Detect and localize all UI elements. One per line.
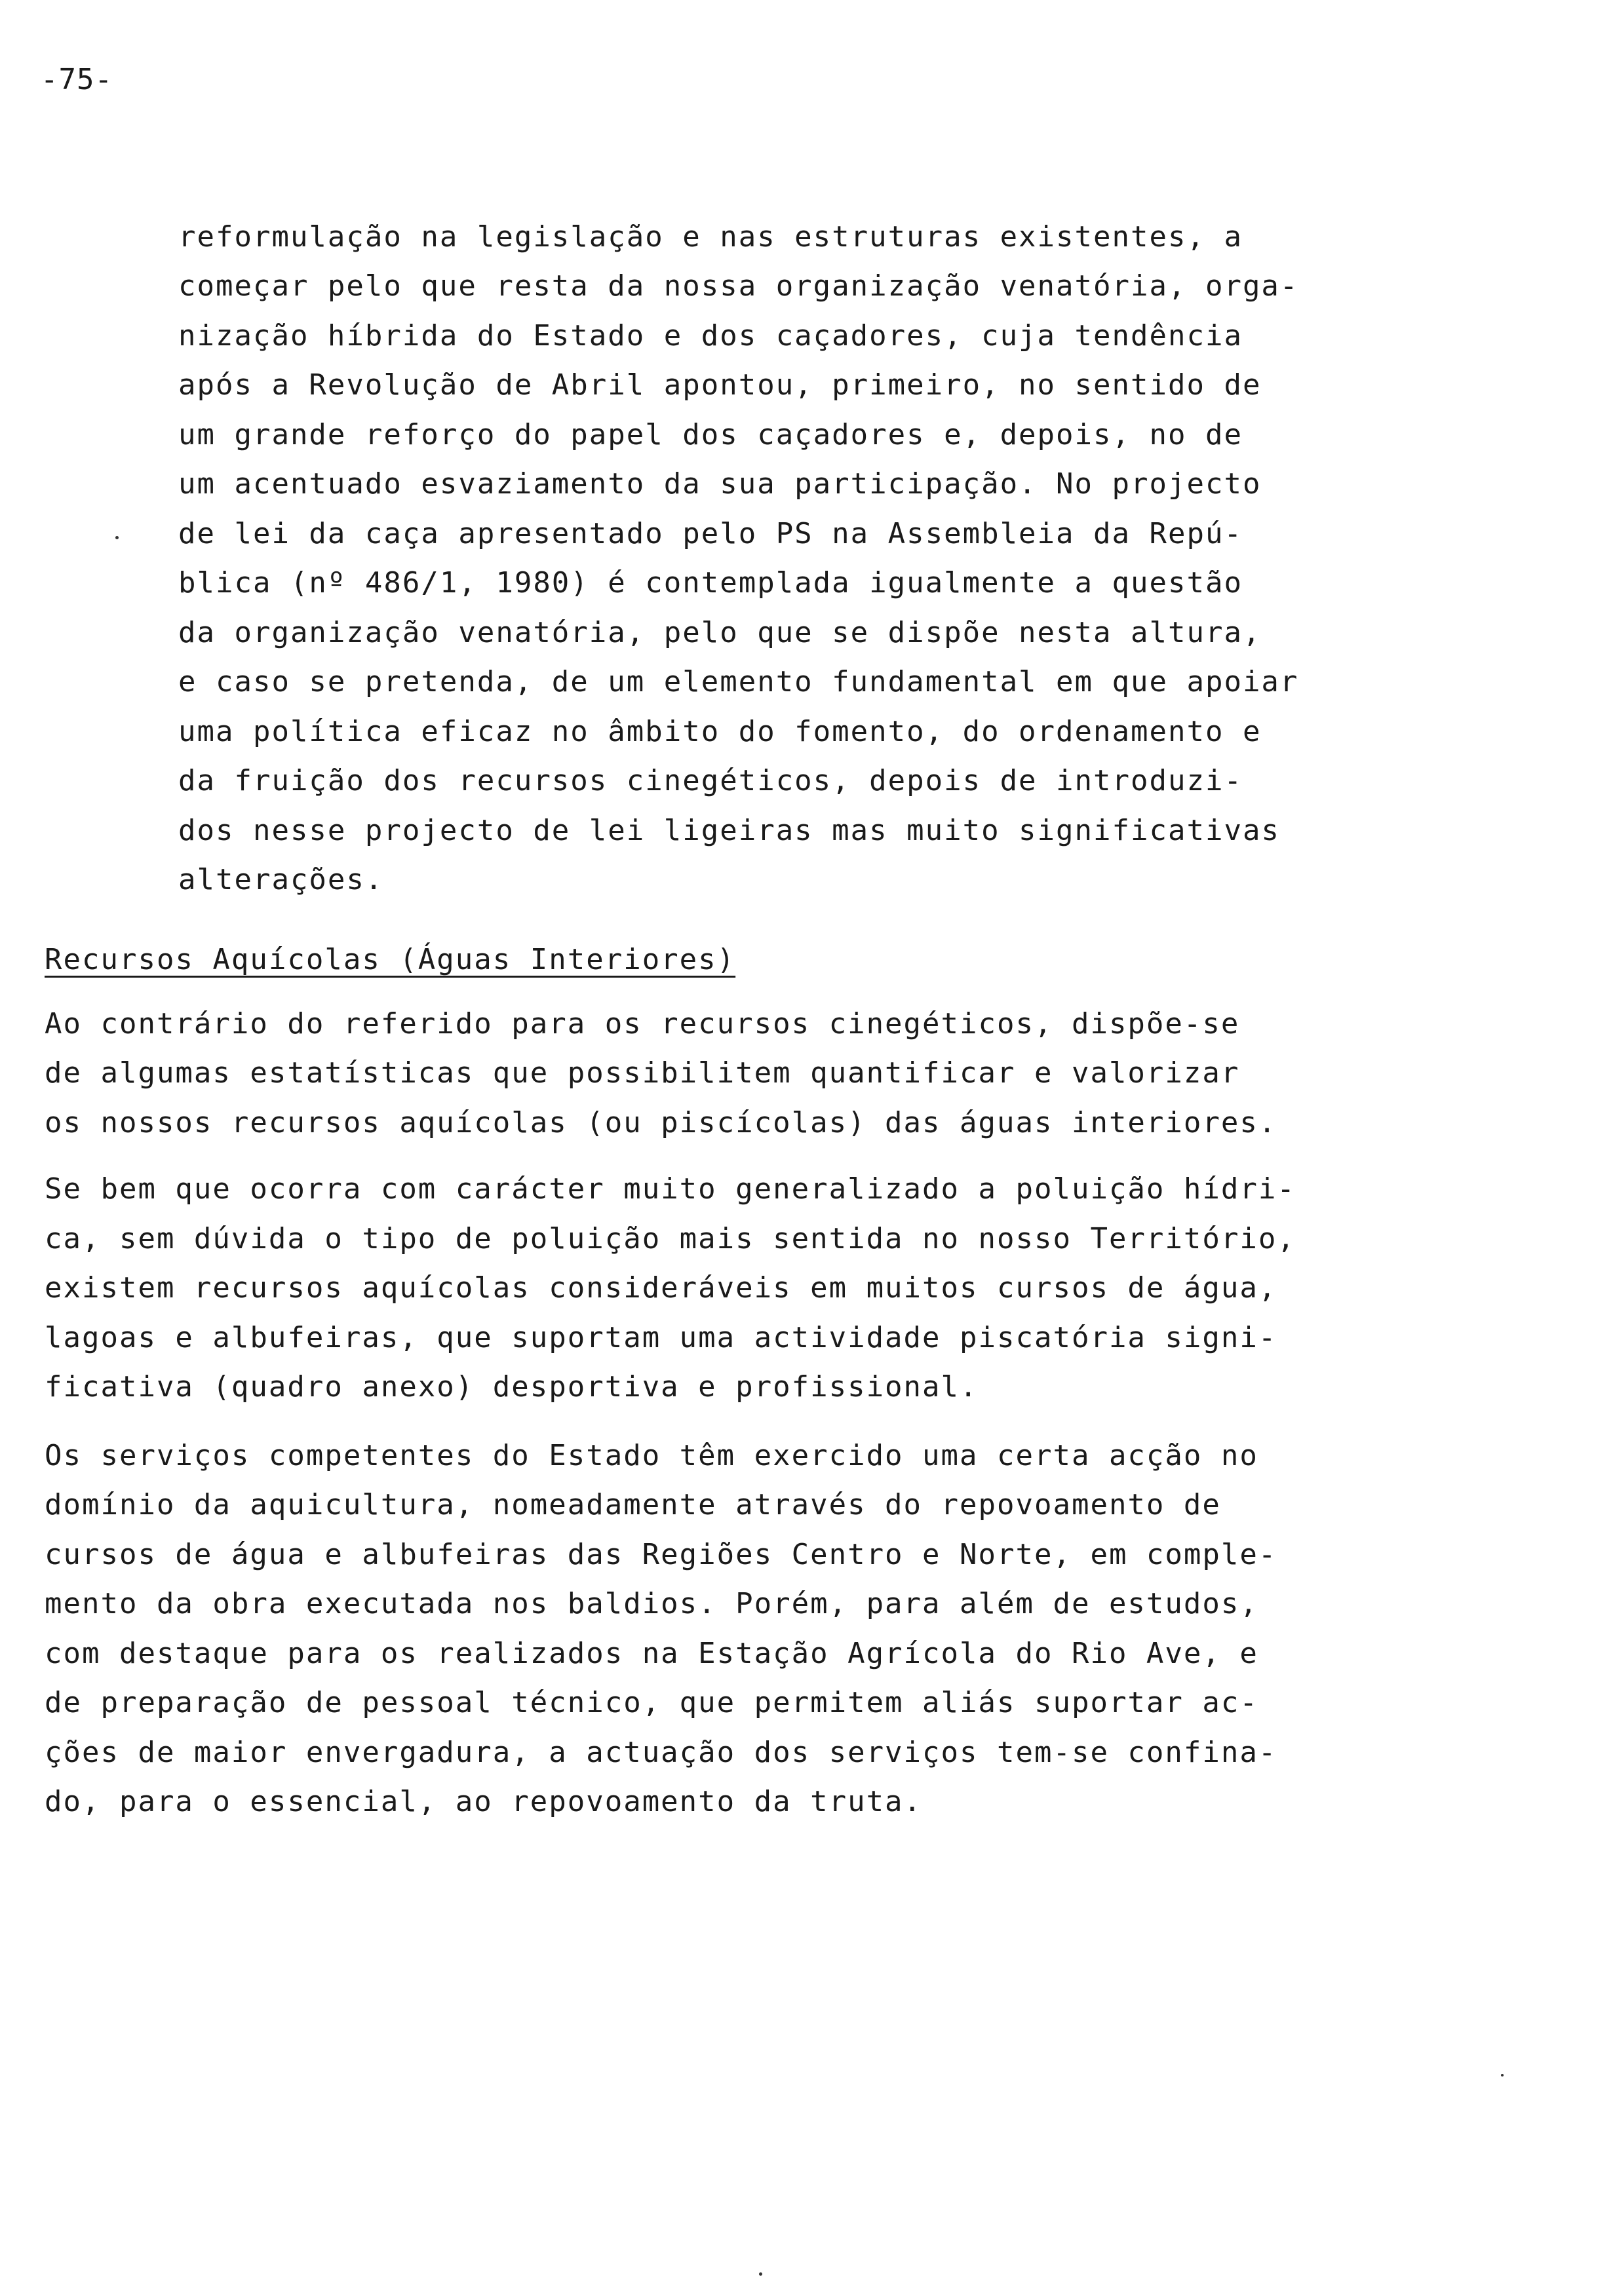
page-number: -75- [41,63,113,96]
scan-speck [115,536,119,539]
paragraph-line: de preparação de pessoal técnico, que permitem aliás suportar ac- [45,1686,1258,1719]
paragraph-line: domínio da aquicultura, nomeadamente através do repovoamento de [45,1488,1221,1521]
paragraph-line: mento da obra executada nos baldios. Porém, para além de estudos, [45,1587,1258,1620]
paragraph-line: blica (nº 486/1, 1980) é contemplada igualmente a questão [178,566,1243,600]
paragraph-line: uma política eficaz no âmbito do fomento, do ordenamento e [178,715,1262,748]
scan-speck [759,2272,762,2276]
paragraph-line: do, para o essencial, ao repovoamento da truta. [45,1785,923,1818]
paragraph-line: de lei da caça apresentado pelo PS na Assembleia da Repú- [178,517,1243,550]
paragraph-line: da organização venatória, pelo que se dispõe nesta altura, [178,616,1262,649]
paragraph-line: cursos de água e albufeiras das Regiões Centro e Norte, em comple- [45,1538,1277,1571]
paragraph-line: ções de maior envergadura, a actuação dos serviços tem-se confina- [45,1736,1277,1769]
paragraph-line: começar pelo que resta da nossa organização venatória, orga- [178,269,1299,303]
paragraph-line: Se bem que ocorra com carácter muito generalizado a poluição hídri- [45,1172,1296,1206]
paragraph-line: lagoas e albufeiras, que suportam uma actividade piscatória signi- [45,1321,1277,1354]
paragraph-line: ficativa (quadro anexo) desportiva e profissional. [45,1370,979,1404]
paragraph-line: Ao contrário do referido para os recursos cinegéticos, dispõe-se [45,1007,1240,1041]
paragraph-line: com destaque para os realizados na Estação Agrícola do Rio Ave, e [45,1637,1258,1670]
paragraph-line: um acentuado esvaziamento da sua participação. No projecto [178,467,1262,501]
paragraph-line: Os serviços competentes do Estado têm exercido uma certa acção no [45,1439,1258,1472]
scan-speck [1501,2074,1504,2076]
paragraph-line: após a Revolução de Abril apontou, primeiro, no sentido de [178,368,1262,402]
paragraph-line: ca, sem dúvida o tipo de poluição mais sentida no nosso Território, [45,1222,1296,1255]
paragraph-line: de algumas estatísticas que possibilitem quantificar e valorizar [45,1056,1240,1090]
paragraph-line: existem recursos aquícolas consideráveis em muitos cursos de água, [45,1271,1277,1305]
paragraph-line: nização híbrida do Estado e dos caçadores, cuja tendência [178,319,1243,353]
paragraph-line: da fruição dos recursos cinegéticos, depois de introduzi- [178,764,1243,797]
paragraph-line: os nossos recursos aquícolas (ou piscícolas) das águas interiores. [45,1106,1277,1139]
paragraph-line: e caso se pretenda, de um elemento fundamental em que apoiar [178,665,1299,698]
paragraph-line: um grande reforço do papel dos caçadores e, depois, no de [178,418,1243,451]
paragraph-line: alterações. [178,863,384,896]
paragraph-line: dos nesse projecto de lei ligeiras mas muito significativas [178,814,1280,847]
paragraph-line: reformulação na legislação e nas estruturas existentes, a [178,220,1243,254]
section-heading: Recursos Aquícolas (Águas Interiores) [45,943,736,976]
